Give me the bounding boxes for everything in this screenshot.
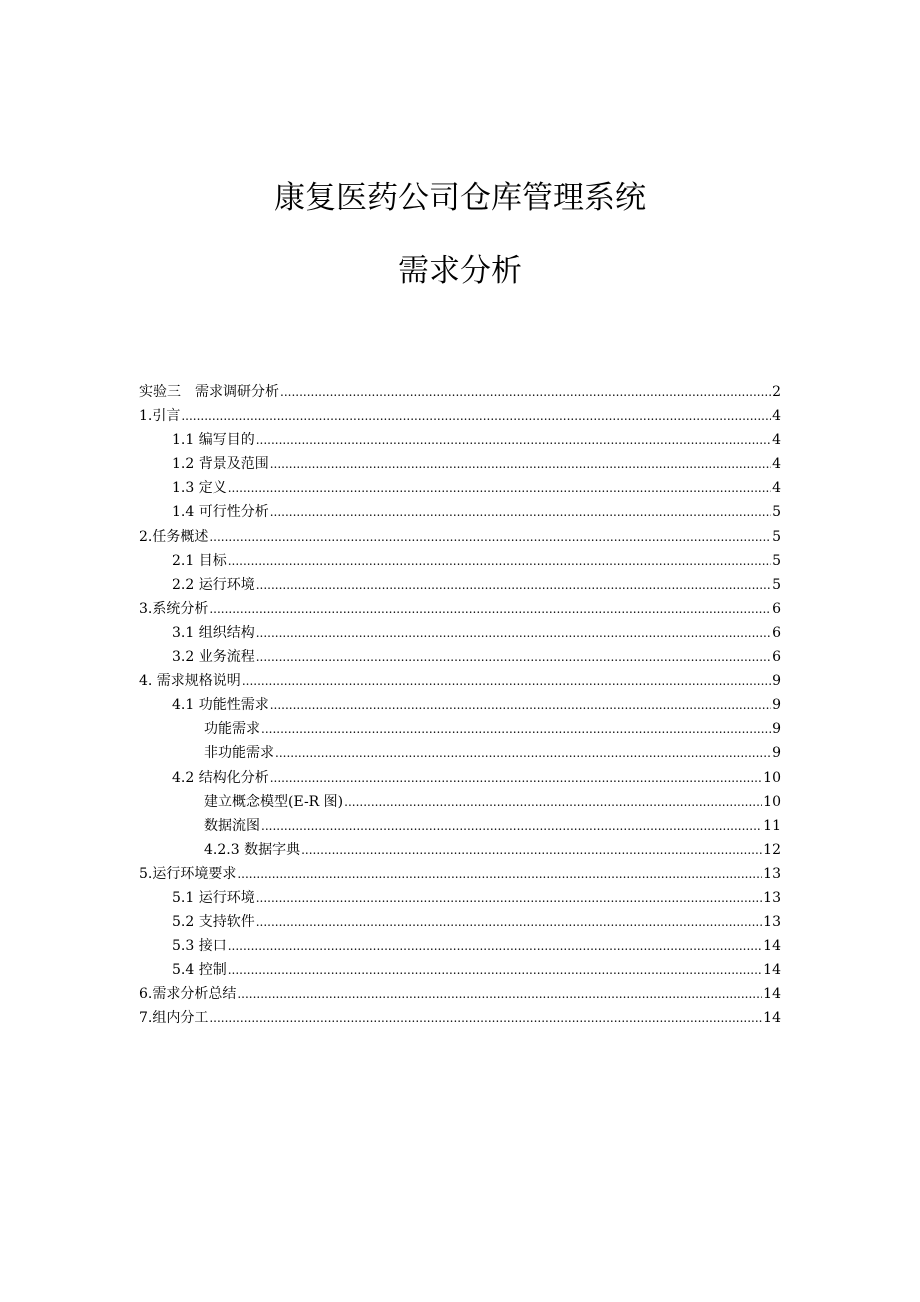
toc-entry[interactable] — [139, 741, 781, 765]
toc-dot-leader — [237, 862, 762, 886]
toc-dot-leader — [181, 404, 771, 428]
toc-entry-label: 5.1 运行环境 — [172, 889, 255, 906]
document-subtitle: 需求分析 — [398, 253, 522, 289]
toc-entry[interactable] — [139, 404, 781, 428]
toc-entry-label: 4. 需求规格说明 — [139, 673, 241, 690]
toc-entry[interactable] — [139, 645, 781, 669]
toc-dot-leader — [256, 645, 771, 669]
toc-dot-leader — [256, 886, 762, 910]
toc-entry[interactable] — [139, 766, 781, 790]
toc-dot-leader — [228, 934, 762, 958]
toc-entry[interactable] — [139, 452, 781, 476]
toc-entry-label: 2.2 运行环境 — [172, 576, 255, 593]
toc-dot-leader — [261, 717, 771, 741]
document-title: 康复医药公司仓库管理系统 — [274, 180, 646, 216]
toc-entry-label: 4.2.3 数据字典 — [204, 841, 301, 858]
toc-entry-page-number: 14 — [763, 1010, 781, 1027]
toc-entry-label: 4.1 功能性需求 — [172, 697, 269, 714]
toc-entry[interactable] — [139, 958, 781, 982]
toc-entry-page-number: 9 — [772, 745, 781, 762]
toc-entry-label: 非功能需求 — [204, 745, 274, 762]
toc-entry-page-number: 14 — [763, 938, 781, 955]
toc-entry-label: 实验三 需求调研分析 — [139, 384, 279, 400]
toc-entry-label: 5.4 控制 — [172, 962, 227, 979]
toc-entry-label: 7.组内分工 — [139, 1010, 209, 1027]
toc-dot-leader — [256, 428, 771, 452]
toc-entry-label: 2.1 目标 — [172, 552, 227, 569]
toc-entry-page-number: 12 — [763, 841, 781, 858]
toc-dot-leader — [209, 1006, 762, 1030]
toc-entry[interactable] — [139, 717, 781, 741]
toc-entry-label: 1.1 编写目的 — [172, 432, 255, 449]
toc-entry-label: 3.系统分析 — [139, 600, 209, 617]
toc-entry-label: 5.3 接口 — [172, 938, 227, 955]
toc-entry-page-number: 9 — [772, 697, 781, 714]
toc-entry-page-number: 10 — [763, 793, 781, 810]
toc-entry-label: 1.引言 — [139, 408, 181, 425]
toc-entry-label: 5.2 支持软件 — [172, 914, 255, 931]
toc-dot-leader — [275, 741, 771, 765]
toc-entry-page-number: 14 — [763, 962, 781, 979]
toc-entry-label: 5.运行环境要求 — [139, 865, 237, 882]
toc-dot-leader — [256, 910, 762, 934]
toc-entry-page-number: 4 — [772, 480, 781, 497]
toc-entry-page-number: 9 — [772, 673, 781, 690]
toc-entry-page-number: 5 — [772, 504, 781, 521]
toc-entry-page-number: 5 — [772, 576, 781, 593]
toc-entry[interactable] — [139, 814, 781, 838]
toc-entry-page-number: 6 — [772, 624, 781, 641]
toc-dot-leader — [256, 621, 771, 645]
toc-entry-page-number: 5 — [772, 528, 781, 545]
toc-entry[interactable] — [139, 380, 781, 404]
toc-entry-page-number: 4 — [772, 432, 781, 449]
toc-dot-leader — [270, 452, 771, 476]
toc-dot-leader — [242, 669, 771, 693]
toc-dot-leader — [256, 573, 771, 597]
toc-entry[interactable] — [139, 525, 781, 549]
toc-entry[interactable] — [139, 428, 781, 452]
toc-dot-leader — [280, 380, 771, 404]
toc-entry[interactable] — [139, 621, 781, 645]
toc-dot-leader — [270, 693, 771, 717]
toc-entry[interactable] — [139, 669, 781, 693]
toc-entry-label: 3.1 组织结构 — [172, 624, 255, 641]
toc-entry[interactable] — [139, 886, 781, 910]
toc-entry[interactable] — [139, 476, 781, 500]
toc-entry-label: 4.2 结构化分析 — [172, 769, 269, 786]
toc-entry-page-number: 10 — [763, 769, 781, 786]
toc-entry[interactable] — [139, 910, 781, 934]
toc-entry[interactable] — [139, 838, 781, 862]
toc-entry[interactable] — [139, 693, 781, 717]
toc-entry-page-number: 13 — [763, 914, 781, 931]
toc-entry-label: 2.任务概述 — [139, 528, 209, 545]
toc-dot-leader — [209, 597, 771, 621]
toc-dot-leader — [209, 525, 771, 549]
toc-dot-leader — [344, 790, 762, 814]
toc-entry-page-number: 2 — [772, 384, 781, 400]
toc-entry-page-number: 6 — [772, 600, 781, 617]
toc-entry-label: 建立概念模型(E-R 图) — [204, 793, 344, 810]
toc-entry-label: 1.2 背景及范围 — [172, 456, 269, 473]
toc-entry-page-number: 13 — [763, 865, 781, 882]
toc-entry[interactable] — [139, 500, 781, 524]
toc-entry-label: 数据流图 — [204, 817, 260, 834]
toc-entry-label: 6.需求分析总结 — [139, 986, 237, 1003]
toc-entry[interactable] — [139, 862, 781, 886]
toc-entry-page-number: 6 — [772, 649, 781, 666]
toc-entry[interactable] — [139, 1006, 781, 1030]
toc-dot-leader — [270, 766, 762, 790]
toc-entry[interactable] — [139, 597, 781, 621]
toc-dot-leader — [228, 549, 771, 573]
toc-entry[interactable] — [139, 790, 781, 814]
toc-dot-leader — [228, 476, 771, 500]
toc-entry-page-number: 4 — [772, 408, 781, 425]
toc-entry-page-number: 11 — [763, 817, 781, 834]
toc-entry-label: 1.3 定义 — [172, 480, 227, 497]
toc-entry-label: 3.2 业务流程 — [172, 649, 255, 666]
toc-entry[interactable] — [139, 573, 781, 597]
toc-entry-page-number: 5 — [772, 552, 781, 569]
toc-dot-leader — [237, 982, 762, 1006]
toc-dot-leader — [228, 958, 762, 982]
toc-entry-label: 功能需求 — [204, 721, 260, 738]
toc-entry-page-number: 9 — [772, 721, 781, 738]
toc-entry[interactable] — [139, 982, 781, 1006]
toc-entry[interactable] — [139, 934, 781, 958]
toc-entry-page-number: 4 — [772, 456, 781, 473]
toc-dot-leader — [301, 838, 762, 862]
toc-entry-page-number: 14 — [763, 986, 781, 1003]
toc-entry[interactable] — [139, 549, 781, 573]
table-of-contents — [139, 380, 781, 1031]
toc-entry-label: 1.4 可行性分析 — [172, 504, 269, 521]
toc-entry-page-number: 13 — [763, 889, 781, 906]
toc-dot-leader — [270, 500, 771, 524]
toc-dot-leader — [261, 814, 762, 838]
